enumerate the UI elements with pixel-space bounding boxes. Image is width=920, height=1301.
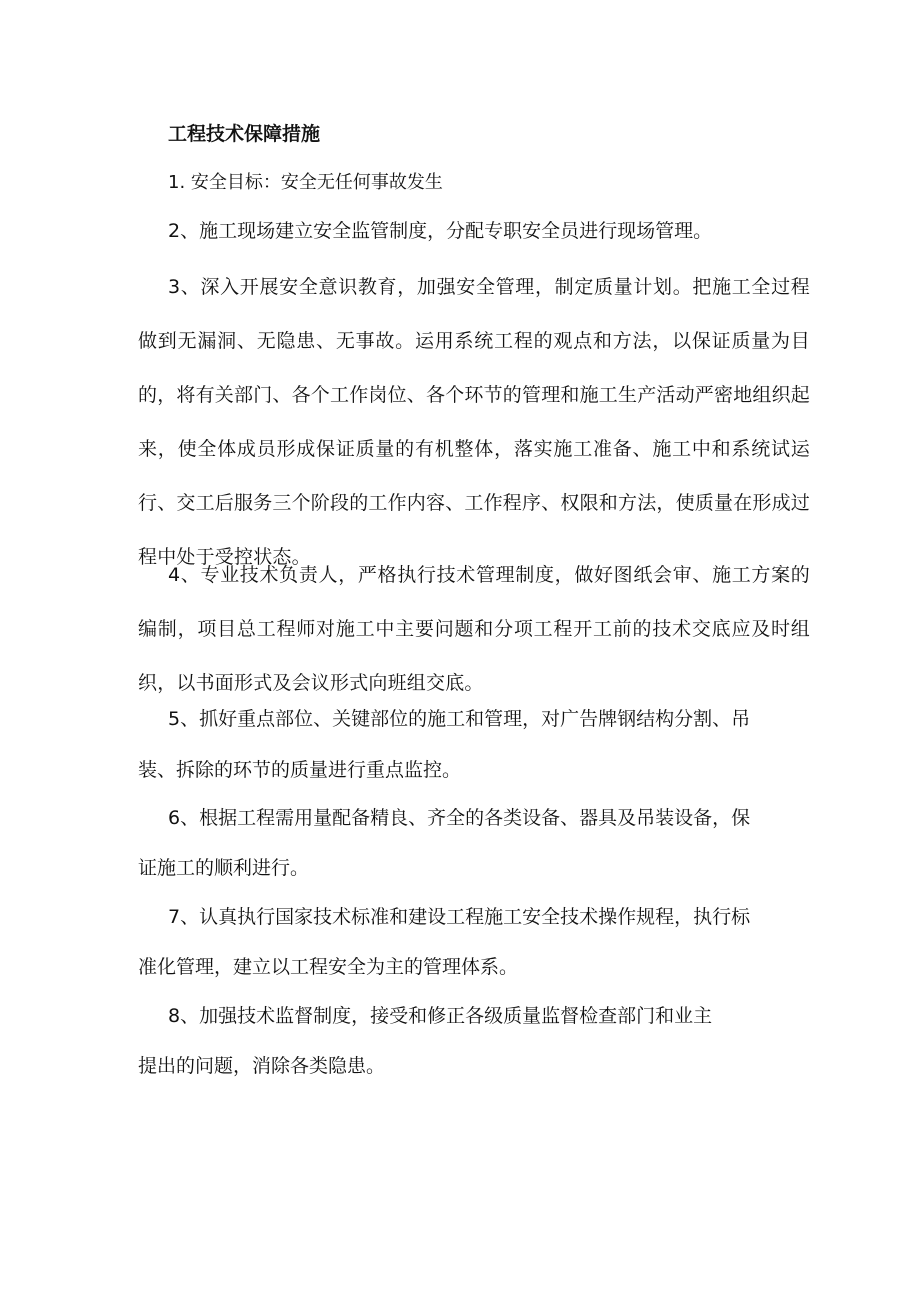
item-7-line-1: 7、认真执行国家技术标准和建设工程施工安全技术操作规程，执行标: [168, 906, 751, 928]
item-8-line-1: 8、加强技术监督制度，接受和修正各级质量监督检查部门和业主: [168, 1005, 713, 1027]
item-4-paragraph: 4、专业技术负责人，严格执行技术管理制度，做好图纸会审、施工方案的编制，项目总工程师对施工中主要问题和分项工程开工前的技术交底应及时组织，以书面形式及会议形式向班组交底。: [138, 564, 810, 694]
item-7-line-2: 准化管理，建立以工程安全为主的管理体系。: [138, 956, 519, 978]
item-2-paragraph: 2、施工现场建立安全监管制度，分配专职安全员进行现场管理。: [168, 220, 713, 242]
item-3-paragraph: 3、深入开展安全意识教育，加强安全管理，制定质量计划。把施工全过程做到无漏洞、无隐患、无事故。运用系统工程的观点和方法，以保证质量为目的，将有关部门、各个工作岗位、各个环节的管理和施工生产活动严密地组织起来，使全体成员形成保证质量的有机整体，落实施工准备、施工中和系统试运行、交工后服务三个阶段的工作内容、工作程序、权限和方法，使质量在形成过程中处于受控状态。: [138, 276, 811, 568]
document-title: 工程技术保障措施: [168, 123, 321, 145]
item-5-line-2: 装、拆除的环节的质量进行重点监控。: [138, 759, 462, 781]
item-1-safety-goal: 1. 安全目标：安全无任何事故发生: [168, 172, 443, 193]
item-5-line-1: 5、抓好重点部位、关键部位的施工和管理，对广告牌钢结构分割、吊: [168, 708, 751, 730]
item-6-line-2: 证施工的顺利进行。: [138, 857, 310, 879]
item-8-line-2: 提出的问题，消除各类隐患。: [138, 1055, 386, 1077]
item-6-line-1: 6、根据工程需用量配备精良、齐全的各类设备、器具及吊装设备，保: [168, 807, 751, 829]
